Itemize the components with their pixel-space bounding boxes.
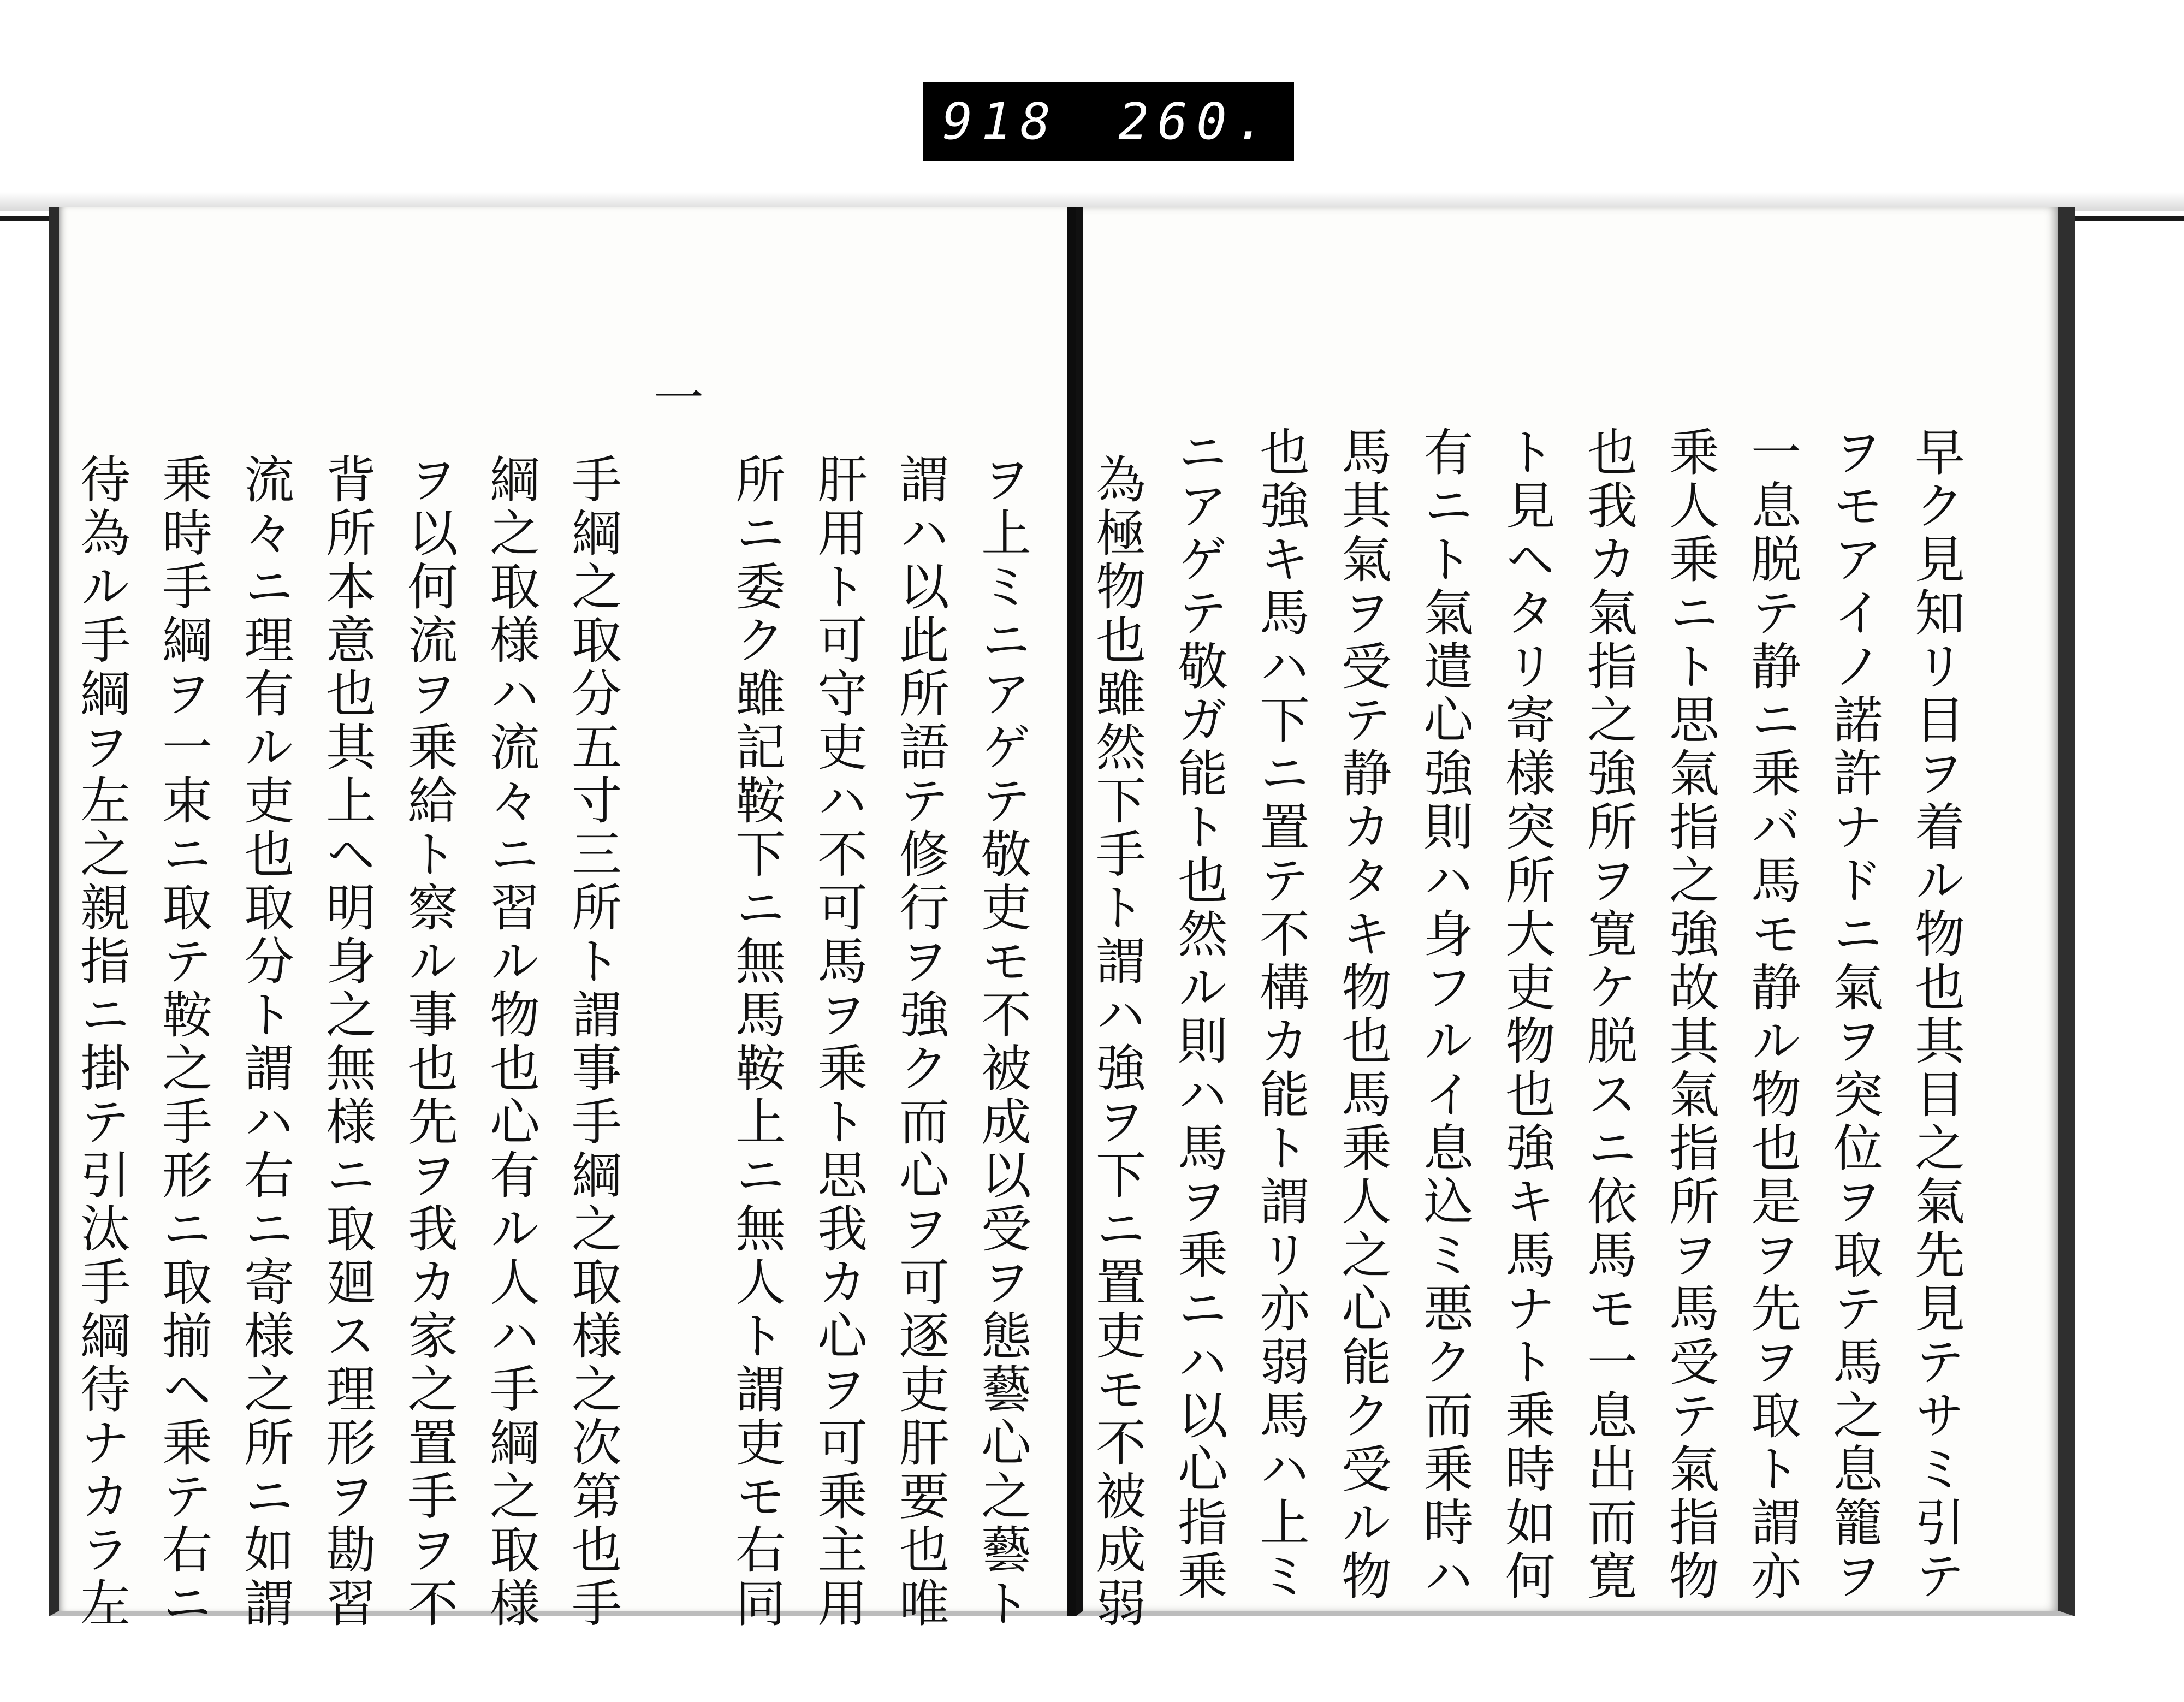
text-column: 謂ハ以此所語テ修行ヲ強ク而心ヲ可逐吏肝要也唯 <box>891 453 949 1630</box>
film-frame-page: 260. <box>1118 92 1274 151</box>
text-column: 流々ニ理有ル吏也取分ト謂ハ右ニ寄様之所ニ如謂 <box>236 453 294 1630</box>
text-column: 有ニト氣遣心強則ハ身フルイ息込ミ悪ク而乗時ハ <box>1415 426 1474 1603</box>
text-column: 一息脱テ静ニ乗バ馬モ静ル物也是ヲ先ヲ取ト謂亦 <box>1743 426 1801 1603</box>
text-column: 肝用ト可守吏ハ不可馬ヲ乗ト思我カ心ヲ可乗主用 <box>809 453 868 1630</box>
right-page-text <box>1088 207 1977 1630</box>
text-column: 馬其氣ヲ受テ静カタキ物也馬乗人之心能ク受ル物 <box>1333 426 1392 1603</box>
heading-mark: 一 <box>645 371 704 425</box>
text-column: 也強キ馬ハ下ニ置テ不構カ能ト謂リ亦弱馬ハ上ミ <box>1251 426 1310 1603</box>
text-column: 早ク見知リ目ヲ着ル物也其目之氣先見テサミ引テ <box>1907 426 1965 1603</box>
text-column: 乗人乗ニト思氣指之強故其氣指所ヲ馬受テ氣指物 <box>1661 426 1719 1603</box>
text-column: ニアゲテ敬ガ能ト也然ル則ハ馬ヲ乗ニハ以心指乗 <box>1170 426 1228 1603</box>
film-frame-label <box>923 82 1294 161</box>
text-column: ヲ以何流ヲ乗給ト察ル事也先ヲ我カ家之置手ヲ不 <box>400 453 458 1630</box>
right-page <box>1076 207 2075 1630</box>
film-frame-number: 918 <box>942 92 1060 151</box>
left-page-text <box>72 207 1043 1630</box>
text-column: ト見ヘタリ寄様突所大吏物也強キ馬ナト乗時如何 <box>1497 426 1556 1603</box>
text-column: ヲモアイノ諾許ナドニ氣ヲ突位ヲ取テ馬之息籠ヲ <box>1825 426 1883 1603</box>
text-column: 待為ル手綱ヲ左之親指ニ掛テ引汰手綱待ナカラ左 <box>72 453 130 1630</box>
text-column: 乗時手綱ヲ一束ニ取テ鞍之手形ニ取揃ヘ乗テ右ニ <box>154 453 212 1630</box>
text-column: 也我カ氣指之強所ヲ寛ケ脱スニ依馬モ一息出而寛 <box>1579 426 1637 1603</box>
book-gutter <box>1067 207 1076 1616</box>
text-column: 所ニ委ク雖記鞍下ニ無馬鞍上ニ無人ト謂吏モ右同 <box>727 453 786 1630</box>
text-column: 綱之取様ハ流々ニ習ル物也心有ル人ハ手綱之取様 <box>482 453 540 1630</box>
text-column: 為極物也雖然下手ト謂ハ強ヲ下ニ置吏モ不被成弱 <box>1088 453 1146 1630</box>
left-page <box>49 207 1076 1630</box>
text-column: ヲ上ミニアゲテ敬吏モ不被成以受ヲ態藝心之藝ト <box>973 453 1031 1630</box>
text-column: 背所本意也其上ヘ明身之無様ニ取廻ス理形ヲ勘習 <box>318 453 376 1630</box>
text-column: 手綱之取分五寸三所ト謂事手綱之取様之次第也手 <box>563 453 622 1630</box>
